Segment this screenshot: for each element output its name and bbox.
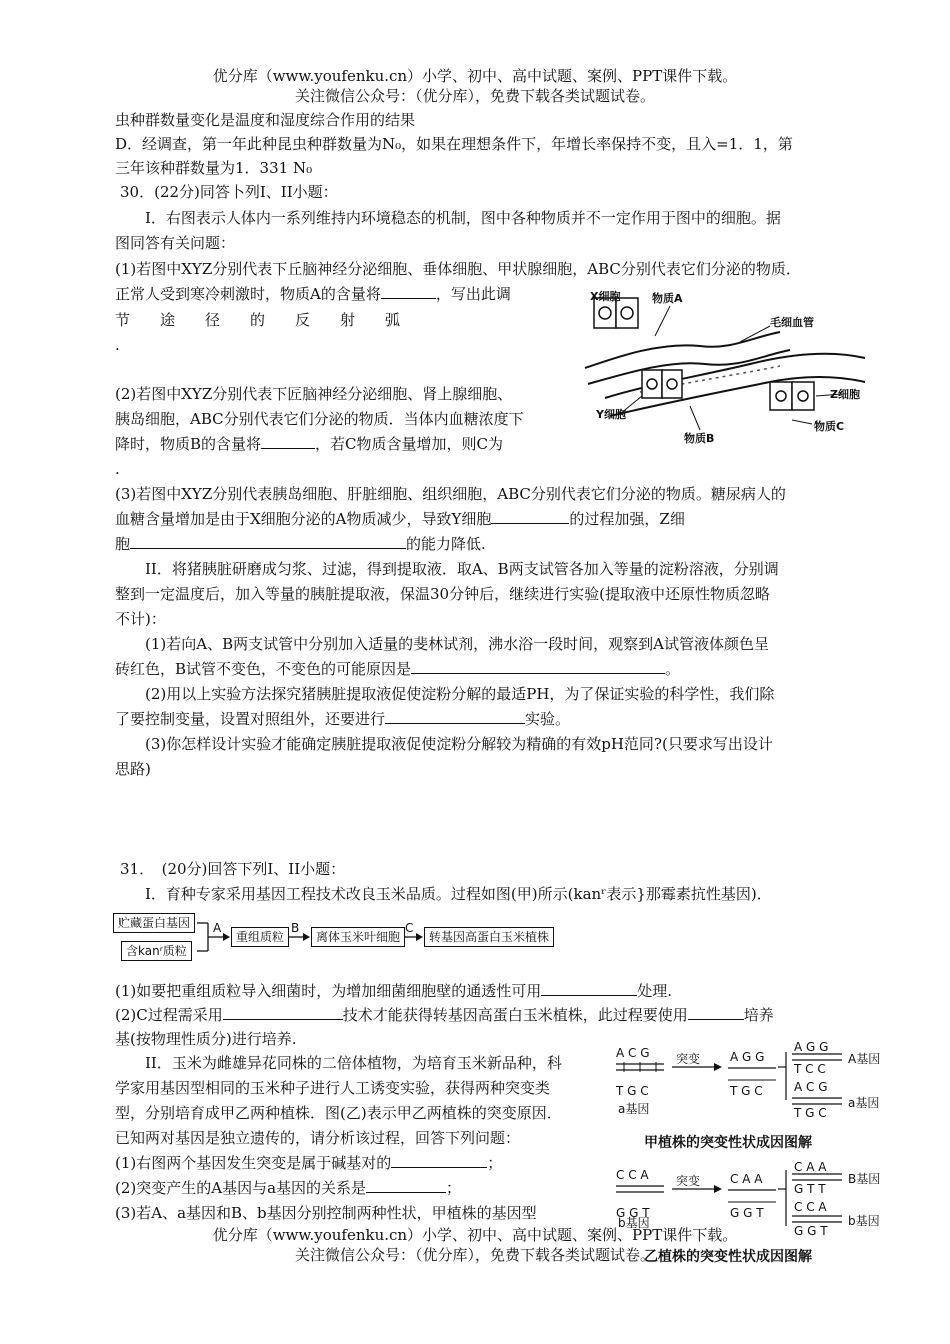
flow-box-leaf-cells: 离体玉米叶细胞 bbox=[311, 927, 405, 947]
text-line: 不计)： bbox=[115, 610, 166, 628]
text-fragment: 降时，物质B的含量将 bbox=[115, 435, 262, 453]
text-line: . bbox=[115, 460, 120, 478]
flow-box-transgenic-plant: 转基因高蛋白玉米植株 bbox=[424, 927, 554, 947]
dna-sequence: T G C bbox=[616, 1084, 649, 1098]
answer-blank[interactable] bbox=[541, 981, 637, 996]
figure-caption-yi: 乙植株的突变性状成因图解 bbox=[644, 1249, 812, 1265]
answer-blank[interactable] bbox=[411, 659, 665, 674]
answer-blank[interactable] bbox=[688, 1005, 744, 1020]
text-fragment: (1)如要把重组质粒导入细菌时，为增加细菌细胞壁的通透性可用 bbox=[115, 982, 542, 1000]
text-line: 型，分别培育成甲乙两种植株．图(乙)表示甲乙两植株的突变原因． bbox=[115, 1104, 562, 1122]
text-line: (2)若图中XYZ分别代表下匠脑神经分泌细胞、肾上腺细胞、 bbox=[115, 385, 513, 403]
answer-blank[interactable] bbox=[223, 1005, 343, 1020]
arrow-label-a: A bbox=[213, 921, 222, 935]
dna-sequence: G T T bbox=[794, 1182, 826, 1196]
text-line: . bbox=[115, 336, 120, 354]
text-line: 思路) bbox=[115, 760, 151, 778]
capillary-label: 毛细血管 bbox=[770, 316, 814, 329]
arrow-label-c: C bbox=[405, 921, 414, 935]
text-line bbox=[115, 709, 570, 729]
flow-box-gene: 贮藏蛋白基因 bbox=[113, 913, 195, 933]
text-line bbox=[115, 284, 511, 304]
answer-blank[interactable] bbox=[261, 434, 315, 449]
text-line bbox=[115, 1153, 502, 1173]
text-fragment: 技术才能获得转基因高蛋白玉米植株，此过程要使用 bbox=[342, 1006, 688, 1024]
dna-sequence: G G T bbox=[616, 1206, 650, 1220]
text-fragment: 处理. bbox=[637, 982, 673, 1000]
text-line: 三年该种群数量为1．331 N₀ bbox=[115, 159, 313, 177]
mutation-label: 突变 bbox=[676, 1052, 701, 1066]
text-fragment: 血糖含量增加是由于X细胞分泌的A物质减少，导致Y细胞 bbox=[115, 510, 492, 528]
text-fragment: 正常人受到寒冷刺激时，物质A的含量将 bbox=[115, 285, 381, 303]
text-fragment: (2)突变产生的A基因与a基因的关系是 bbox=[115, 1179, 367, 1197]
text-fragment: 砖红色，B试管不变色，不变色的可能原因是 bbox=[115, 660, 412, 678]
text-line: 节 途 径 的 反 射 弧 bbox=[115, 311, 401, 329]
y-cell-label: Y细胞 bbox=[596, 408, 626, 421]
text-line bbox=[115, 981, 672, 1001]
mutation-label: 突变 bbox=[676, 1174, 701, 1188]
text-fragment: (2)C过程需采用 bbox=[115, 1006, 223, 1024]
flow-box-plasmid: 含kanʳ质粒 bbox=[121, 941, 192, 961]
header-line-1: 优分库（www.youfenku.cn）小学、初中、高中试题、案例、PPT课件下载。 bbox=[212, 67, 738, 85]
text-fragment: 了要控制变量，设置对照组外，还要进行 bbox=[115, 710, 386, 728]
text-line: (3)你怎样设计实验才能确定胰脏提取液促使淀粉分解较为精确的有效pH范同?(只要求写出设计 bbox=[145, 735, 773, 753]
text-fragment: ，若C物质含量增加，则C为 bbox=[315, 435, 503, 453]
text-line: 胰岛细胞，ABC分别代表它们分泌的物质．当体内血糖浓度下 bbox=[115, 410, 524, 428]
text-fragment: (1)右图两个基因发生突变是属于碱基对的 bbox=[115, 1154, 392, 1172]
dna-sequence: C C A bbox=[616, 1168, 649, 1182]
header-line-2: 关注微信公众号：（优分库），免费下载各类试题试卷。 bbox=[294, 87, 655, 105]
text-line: 整到一定温度后，加入等量的胰脏提取液，保温30分钟后，继续进行实验(提取液中还原性物质忽略 bbox=[115, 585, 770, 603]
text-fragment: 胞 bbox=[115, 535, 131, 553]
text-fragment: 培养 bbox=[743, 1006, 774, 1024]
answer-blank[interactable] bbox=[491, 509, 569, 524]
substance-c-label: 物质C bbox=[814, 420, 845, 433]
gene-label: a基因 bbox=[848, 1096, 880, 1110]
text-line: (2)用以上实验方法探究猪胰脏提取液促使淀粉分解的最适PH，为了保证实验的科学性，我们除 bbox=[145, 685, 775, 703]
text-line: (3)若A、a基因和B、b基因分别控制两种性状，甲植株的基因型 bbox=[115, 1204, 537, 1222]
text-fragment: 的能力降低. bbox=[406, 535, 486, 553]
arrow-label-b: B bbox=[291, 921, 300, 935]
text-line: 图同答有关问题： bbox=[115, 234, 236, 252]
text-line: (1)若图中XYZ分别代表下丘脑神经分泌细胞、垂体细胞、甲状腺细胞，ABC分别代表它们分泌的物质． bbox=[115, 260, 801, 278]
dna-sequence: A C G bbox=[616, 1046, 650, 1060]
answer-blank[interactable] bbox=[385, 709, 525, 724]
text-line bbox=[115, 509, 685, 529]
dna-sequence: T G C bbox=[730, 1084, 763, 1098]
dna-sequence: A G G bbox=[730, 1050, 765, 1064]
dna-sequence: C C A bbox=[794, 1200, 827, 1214]
text-fragment: 。 bbox=[665, 660, 681, 678]
text-line bbox=[115, 534, 486, 554]
gene-label: b基因 bbox=[848, 1214, 880, 1228]
question-31-heading: 31． (20分)回答下列Ⅰ、II小题： bbox=[120, 860, 346, 878]
text-fragment: 的过程加强，Z细 bbox=[569, 510, 685, 528]
text-line: II．玉米为雌雄异花同株的二倍体植物，为培育玉米新品种，科 bbox=[145, 1054, 562, 1072]
text-line: 已知两对基因是独立遗传的，请分析该过程，回答下列问题： bbox=[115, 1129, 521, 1147]
text-line: Ⅰ．育种专家采用基因工程技术改良玉米品质。过程如图(甲)所示(kanʳ表示}那霉素抗性基因)． bbox=[145, 885, 772, 903]
z-cell-label: Z细胞 bbox=[830, 388, 860, 401]
footer-line-2: 关注微信公众号：（优分库），免费下载各类试题试卷。 bbox=[294, 1246, 655, 1264]
dna-sequence: T C C bbox=[794, 1062, 826, 1076]
homeostasis-diagram bbox=[580, 286, 870, 450]
text-line: 基(按物理性质分)进行培养. bbox=[115, 1030, 297, 1048]
text-line: Ⅰ．右图表示人体内一系列维持内环境稳态的机制，图中各种物质并不一定作用于图中的细胞。据 bbox=[145, 209, 781, 227]
gene-label: A基因 bbox=[848, 1052, 881, 1066]
text-fragment: ； bbox=[487, 1154, 503, 1172]
dna-sequence: A C G bbox=[794, 1080, 828, 1094]
gene-label: a基因 bbox=[618, 1102, 650, 1116]
flow-box-recombinant-plasmid: 重组质粒 bbox=[231, 927, 289, 947]
figure-caption-jia: 甲植株的突变性状成因图解 bbox=[644, 1135, 812, 1151]
text-fragment: ； bbox=[446, 1179, 462, 1197]
dna-sequence: G G T bbox=[730, 1206, 764, 1220]
dna-sequence: A G G bbox=[794, 1040, 829, 1054]
dna-sequence: C A A bbox=[730, 1172, 763, 1186]
text-line bbox=[115, 434, 503, 454]
text-line bbox=[115, 1005, 774, 1025]
text-fragment: ，写出此调 bbox=[435, 285, 511, 303]
text-line: (1)若向A、B两支试管中分别加入适量的斐林试剂，沸水浴一段时间，观察到A试管液体颜色呈 bbox=[145, 635, 769, 653]
answer-blank[interactable] bbox=[366, 1178, 446, 1193]
text-line: II．将猪胰脏研磨成匀浆、过滤，得到提取液．取A、B两支试管各加入等量的淀粉溶液，分别调 bbox=[145, 560, 779, 578]
question-30-heading: 30．(22分)同答卜列Ⅰ、II小题： bbox=[120, 183, 338, 201]
text-line: 学家用基因型相同的玉米种子进行人工诱变实验，获得两种突变类 bbox=[115, 1079, 551, 1097]
text-line: D．经调查，第一年此种昆虫种群数量为N₀，如果在理想条件下，年增长率保持不变，且入=1．1，第 bbox=[115, 135, 793, 153]
dna-sequence: C A A bbox=[794, 1160, 827, 1174]
gene-label: B基因 bbox=[848, 1172, 881, 1186]
text-fragment: 实验。 bbox=[525, 710, 571, 728]
footer-line-1: 优分库（www.youfenku.cn）小学、初中、高中试题、案例、PPT课件下载。 bbox=[212, 1226, 738, 1244]
substance-a-label: 物质A bbox=[652, 292, 683, 305]
text-line: (3)若图中XYZ分别代表胰岛细胞、肝脏细胞、组织细胞，ABC分别代表它们分泌的物质。糖尿病人的 bbox=[115, 485, 786, 503]
answer-blank[interactable] bbox=[130, 534, 406, 549]
substance-b-label: 物质B bbox=[684, 432, 715, 445]
text-line bbox=[115, 1178, 461, 1198]
text-line bbox=[115, 659, 680, 679]
answer-blank[interactable] bbox=[381, 284, 436, 299]
dna-sequence: G G T bbox=[794, 1224, 828, 1238]
answer-blank[interactable] bbox=[391, 1153, 487, 1168]
dna-sequence: T G C bbox=[794, 1106, 827, 1120]
gene-engineering-flowchart bbox=[113, 910, 563, 962]
text-line: 虫种群数量变化是温度和湿度综合作用的结果 bbox=[115, 111, 416, 129]
x-cell-label: X细胞 bbox=[590, 290, 621, 303]
gene-label: b基因 bbox=[618, 1216, 650, 1230]
